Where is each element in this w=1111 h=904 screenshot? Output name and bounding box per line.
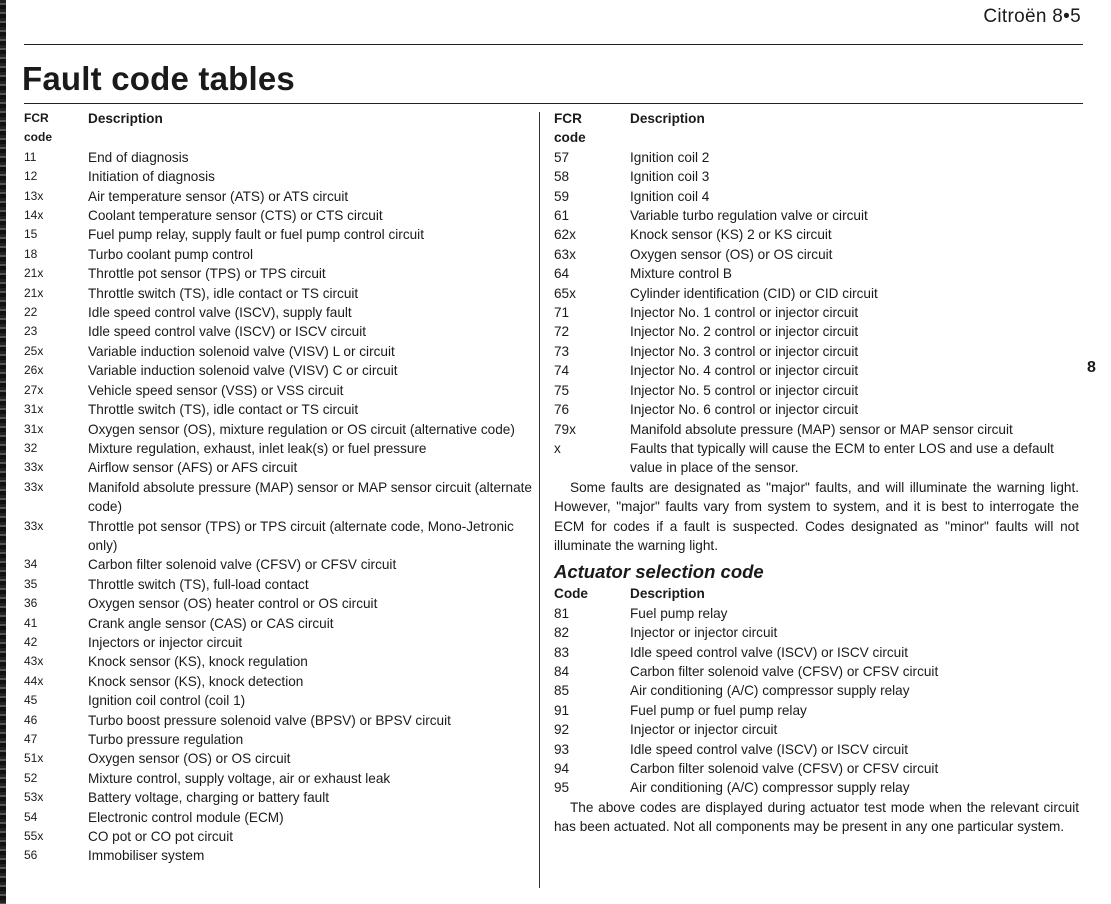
table-row bbox=[554, 206, 1079, 225]
fault-code: 22 bbox=[24, 305, 38, 320]
fault-description: Injector No. 4 control or injector circuit bbox=[630, 363, 859, 379]
fault-code: 26x bbox=[24, 363, 44, 378]
table-row bbox=[24, 322, 532, 341]
fault-code: 25x bbox=[24, 343, 44, 358]
fault-description: Injector No. 3 control or injector circuit bbox=[630, 343, 859, 359]
table-row bbox=[24, 808, 532, 827]
fault-description: Airflow sensor (AFS) or AFS circuit bbox=[88, 460, 298, 476]
header-rule bbox=[24, 44, 1083, 45]
fault-code: 81 bbox=[554, 605, 570, 621]
title-rule bbox=[24, 103, 1083, 104]
fault-description: Variable induction solenoid valve (VISV) L or circuit bbox=[88, 343, 395, 359]
fault-code: 56 bbox=[24, 848, 38, 863]
fault-description: Ignition coil 3 bbox=[630, 169, 710, 185]
table-row bbox=[24, 614, 532, 633]
table-row bbox=[24, 400, 532, 419]
fault-code: 32 bbox=[24, 440, 38, 455]
fault-description: Injector or injector circuit bbox=[630, 722, 778, 738]
fault-description: Faults that typically will cause the ECM to enter LOS and use a default value in place of the sensor. bbox=[630, 440, 1054, 476]
table-row bbox=[24, 148, 532, 167]
fault-description: Injector No. 5 control or injector circuit bbox=[630, 382, 859, 398]
chapter-marker: 8 bbox=[1087, 359, 1096, 376]
fault-description: Throttle switch (TS), full-load contact bbox=[88, 576, 309, 592]
table-row bbox=[24, 342, 532, 361]
fault-description: Carbon filter solenoid valve (CFSV) or CFSV circuit bbox=[630, 663, 939, 679]
table-row bbox=[24, 769, 532, 788]
fault-code: 47 bbox=[24, 732, 38, 746]
table-row bbox=[554, 439, 1079, 478]
table-row bbox=[24, 478, 532, 517]
binding-edge bbox=[0, 0, 6, 904]
table-row bbox=[554, 400, 1079, 419]
table-row bbox=[24, 827, 532, 846]
fault-description: Idle speed control valve (ISCV) or ISCV circuit bbox=[88, 324, 367, 340]
table-row bbox=[554, 264, 1079, 283]
fault-code: 54 bbox=[24, 809, 38, 824]
fault-code: 65x bbox=[554, 285, 576, 301]
table-row bbox=[554, 284, 1079, 303]
fault-description: Throttle switch (TS), idle contact or TS circuit bbox=[88, 285, 359, 301]
table-header bbox=[24, 109, 532, 148]
fault-description: End of diagnosis bbox=[88, 149, 189, 165]
table-row bbox=[24, 691, 532, 710]
table-row bbox=[554, 720, 1079, 739]
fault-code: 53x bbox=[24, 790, 44, 805]
table-row bbox=[554, 322, 1079, 341]
fault-code: 61 bbox=[554, 208, 570, 224]
table-row bbox=[554, 381, 1079, 400]
fault-description: Fuel pump relay, supply fault or fuel pump control circuit bbox=[88, 227, 424, 243]
table-row bbox=[24, 420, 532, 439]
fault-code: 21x bbox=[24, 266, 44, 281]
major-minor-note: Some faults are designated as "major" faults, and will illuminate the warning light. However, "major" faults vary from system to system, and it is best to interrogate the ECM for codes if a fault is suspected. Codes designated as "minor" faults will not illuminate the warning light. bbox=[554, 479, 1079, 553]
fault-description: CO pot or CO pot circuit bbox=[88, 829, 234, 845]
fault-description: Idle speed control valve (ISCV) or ISCV circuit bbox=[630, 644, 909, 660]
description-column-header: Description bbox=[630, 111, 705, 126]
table-row bbox=[554, 167, 1079, 186]
fault-description: Throttle pot sensor (TPS) or TPS circuit bbox=[88, 266, 326, 282]
fault-description: Air temperature sensor (ATS) or ATS circuit bbox=[88, 188, 349, 204]
left-table-body bbox=[24, 148, 532, 866]
table-row bbox=[554, 740, 1079, 759]
table-row bbox=[554, 681, 1079, 700]
table-row bbox=[24, 672, 532, 691]
fault-code: 51x bbox=[24, 751, 44, 766]
table-row bbox=[24, 633, 532, 652]
fault-description: Knock sensor (KS), knock detection bbox=[88, 673, 304, 689]
fault-description: Fuel pump relay bbox=[630, 605, 728, 621]
fault-description: Idle speed control valve (ISCV), supply fault bbox=[88, 305, 352, 321]
table-row bbox=[24, 264, 532, 283]
table-row bbox=[24, 575, 532, 594]
fault-description: Crank angle sensor (CAS) or CAS circuit bbox=[88, 615, 334, 631]
fault-code: 31x bbox=[24, 402, 44, 417]
fault-code: 52 bbox=[24, 770, 38, 785]
fault-description: Oxygen sensor (OS) or OS circuit bbox=[630, 246, 833, 262]
table-row bbox=[554, 623, 1079, 642]
fault-description: Injector No. 1 control or injector circuit bbox=[630, 305, 859, 321]
table-row bbox=[554, 187, 1079, 206]
table-row bbox=[24, 730, 532, 749]
table-row bbox=[24, 284, 532, 303]
fault-code: 76 bbox=[554, 402, 570, 418]
fault-code: 58 bbox=[554, 169, 570, 185]
fault-code: 72 bbox=[554, 324, 570, 340]
fault-code: 94 bbox=[554, 761, 570, 776]
fault-code: 35 bbox=[24, 576, 38, 591]
table-row bbox=[554, 643, 1079, 662]
fault-description: Oxygen sensor (OS), mixture regulation or OS circuit (alternative code) bbox=[88, 421, 515, 437]
table-row bbox=[24, 788, 532, 807]
fault-description: Idle speed control valve (ISCV) or ISCV circuit bbox=[630, 741, 909, 757]
fault-code: 79x bbox=[554, 421, 576, 437]
fault-description: Mixture control, supply voltage, air or exhaust leak bbox=[88, 770, 391, 786]
fault-description: Turbo pressure regulation bbox=[88, 732, 244, 747]
table-row bbox=[24, 555, 532, 574]
actuator-section-heading: Actuator selection code bbox=[554, 561, 764, 583]
page-title: Fault code tables bbox=[22, 60, 295, 97]
fault-description: Manifold absolute pressure (MAP) sensor or MAP sensor circuit (alternate code) bbox=[88, 479, 532, 515]
fault-description: Knock sensor (KS), knock regulation bbox=[88, 654, 308, 670]
table-row bbox=[24, 458, 532, 477]
table-row bbox=[554, 148, 1079, 167]
fault-code: 62x bbox=[554, 227, 576, 243]
fault-description: Carbon filter solenoid valve (CFSV) or CFSV circuit bbox=[88, 557, 397, 573]
fault-description: Vehicle speed sensor (VSS) or VSS circuit bbox=[88, 382, 344, 398]
table-row bbox=[554, 361, 1079, 380]
fault-description: Throttle pot sensor (TPS) or TPS circuit (alternate code, Mono-Jetronic only) bbox=[88, 518, 514, 553]
fault-code: 31x bbox=[24, 421, 44, 436]
fault-code: 12 bbox=[24, 169, 38, 184]
fault-description: Turbo coolant pump control bbox=[88, 246, 253, 262]
fault-code: 15 bbox=[24, 227, 38, 242]
fault-code: 73 bbox=[554, 343, 570, 359]
table-row bbox=[24, 206, 532, 225]
fault-description: Air conditioning (A/C) compressor supply relay bbox=[630, 683, 910, 699]
fault-code: 64 bbox=[554, 266, 570, 282]
table-row bbox=[24, 711, 532, 730]
actuator-table-header bbox=[554, 584, 1079, 603]
table-row bbox=[554, 759, 1079, 778]
fault-code: x bbox=[554, 440, 561, 456]
fault-code: 74 bbox=[554, 363, 570, 379]
fault-description: Variable turbo regulation valve or circuit bbox=[630, 208, 868, 224]
table-row bbox=[24, 167, 532, 186]
fault-code: 57 bbox=[554, 149, 570, 165]
fault-description: Mixture regulation, exhaust, inlet leak(s) or fuel pressure bbox=[88, 440, 427, 456]
table-row bbox=[554, 420, 1079, 439]
fault-code: 44x bbox=[24, 673, 44, 688]
table-row bbox=[24, 652, 532, 671]
fault-code: 41 bbox=[24, 615, 38, 630]
column-divider bbox=[539, 112, 540, 888]
fault-description: Air conditioning (A/C) compressor supply relay bbox=[630, 780, 910, 796]
fault-code: 27x bbox=[24, 382, 44, 397]
fault-description: Knock sensor (KS) 2 or KS circuit bbox=[630, 227, 832, 243]
table-row bbox=[24, 303, 532, 322]
fault-code: 63x bbox=[554, 246, 576, 262]
table-row bbox=[24, 594, 532, 613]
description-column-header: Description bbox=[88, 111, 163, 126]
table-row bbox=[24, 245, 532, 264]
fault-code: 82 bbox=[554, 625, 570, 641]
fault-description: Turbo boost pressure solenoid valve (BPSV) or BPSV circuit bbox=[88, 712, 451, 728]
table-header bbox=[554, 109, 1079, 148]
fault-code: 83 bbox=[554, 644, 570, 660]
fault-code: 33x bbox=[24, 460, 44, 475]
fault-code: 11 bbox=[24, 149, 37, 164]
table-row bbox=[24, 846, 532, 865]
left-fault-code-table bbox=[24, 109, 532, 866]
table-row bbox=[24, 361, 532, 380]
table-row bbox=[554, 303, 1079, 322]
fault-description: Oxygen sensor (OS) or OS circuit bbox=[88, 751, 291, 767]
table-row bbox=[24, 381, 532, 400]
code-column-header: FCR code bbox=[24, 111, 53, 145]
fault-description: Cylinder identification (CID) or CID circuit bbox=[630, 285, 878, 301]
fault-description: Initiation of diagnosis bbox=[88, 169, 215, 185]
fault-code: 46 bbox=[24, 712, 38, 727]
fault-description: Manifold absolute pressure (MAP) sensor or MAP sensor circuit bbox=[630, 421, 1013, 437]
right-table-body bbox=[554, 148, 1079, 478]
fault-description: Injectors or injector circuit bbox=[88, 634, 243, 650]
fault-code: 23 bbox=[24, 324, 38, 339]
table-row bbox=[24, 225, 532, 244]
fault-description: Battery voltage, charging or battery fault bbox=[88, 790, 330, 806]
fault-code: 95 bbox=[554, 780, 570, 796]
fault-code: 92 bbox=[554, 722, 570, 738]
fault-description: Injector No. 2 control or injector circuit bbox=[630, 324, 859, 340]
fault-code: 59 bbox=[554, 188, 570, 204]
table-row bbox=[24, 749, 532, 768]
fault-code: 75 bbox=[554, 382, 570, 398]
fault-description: Injector or injector circuit bbox=[630, 625, 778, 641]
table-row bbox=[24, 439, 532, 458]
fault-code: 33x bbox=[24, 518, 44, 533]
description-column-header: Description bbox=[630, 586, 705, 602]
actuator-table-body bbox=[554, 604, 1079, 798]
fault-code: 36 bbox=[24, 596, 38, 611]
fault-code: 14x bbox=[24, 208, 44, 223]
fault-code: 18 bbox=[24, 246, 38, 261]
table-row bbox=[554, 778, 1079, 797]
fault-description: Mixture control B bbox=[630, 266, 732, 282]
table-row bbox=[554, 701, 1079, 720]
table-row bbox=[24, 187, 532, 206]
table-row bbox=[554, 342, 1079, 361]
table-row bbox=[554, 245, 1079, 264]
table-row bbox=[24, 517, 532, 556]
fault-description: Coolant temperature sensor (CTS) or CTS circuit bbox=[88, 208, 383, 224]
fault-description: Oxygen sensor (OS) heater control or OS circuit bbox=[88, 596, 378, 612]
actuator-footer-note: The above codes are displayed during actuator test mode when the relevant circuit has been actuated. Not all components may be present in any one particular system. bbox=[554, 799, 1079, 835]
fault-description: Injector No. 6 control or injector circuit bbox=[630, 402, 859, 418]
fault-description: Throttle switch (TS), idle contact or TS circuit bbox=[88, 402, 359, 418]
fault-code: 34 bbox=[24, 557, 38, 572]
code-column-header: Code bbox=[554, 586, 588, 602]
table-row bbox=[554, 604, 1079, 623]
fault-description: Immobiliser system bbox=[88, 848, 205, 864]
fault-description: Electronic control module (ECM) bbox=[88, 809, 284, 825]
fault-description: Ignition coil 4 bbox=[630, 188, 710, 204]
fault-description: Ignition coil control (coil 1) bbox=[88, 693, 246, 709]
fault-description: Fuel pump or fuel pump relay bbox=[630, 702, 807, 718]
fault-code: 33x bbox=[24, 479, 44, 494]
right-column bbox=[554, 109, 1079, 837]
fault-description: Variable induction solenoid valve (VISV) C or circuit bbox=[88, 363, 398, 379]
table-row bbox=[554, 225, 1079, 244]
fault-code: 84 bbox=[554, 663, 570, 679]
fault-code: 42 bbox=[24, 634, 38, 649]
table-row bbox=[554, 662, 1079, 681]
fault-code: 85 bbox=[554, 683, 570, 699]
fault-description: Ignition coil 2 bbox=[630, 149, 710, 165]
running-header: Citroën 8•5 bbox=[983, 6, 1081, 27]
fault-code: 91 bbox=[554, 702, 570, 718]
code-column-header: FCR code bbox=[554, 111, 586, 146]
fault-code: 71 bbox=[554, 305, 570, 321]
fault-code: 45 bbox=[24, 693, 38, 708]
fault-code: 43x bbox=[24, 654, 44, 669]
fault-code: 55x bbox=[24, 829, 44, 844]
fault-code: 93 bbox=[554, 741, 570, 757]
fault-code: 21x bbox=[24, 285, 44, 300]
fault-description: Carbon filter solenoid valve (CFSV) or CFSV circuit bbox=[630, 761, 939, 776]
fault-code: 13x bbox=[24, 188, 44, 203]
